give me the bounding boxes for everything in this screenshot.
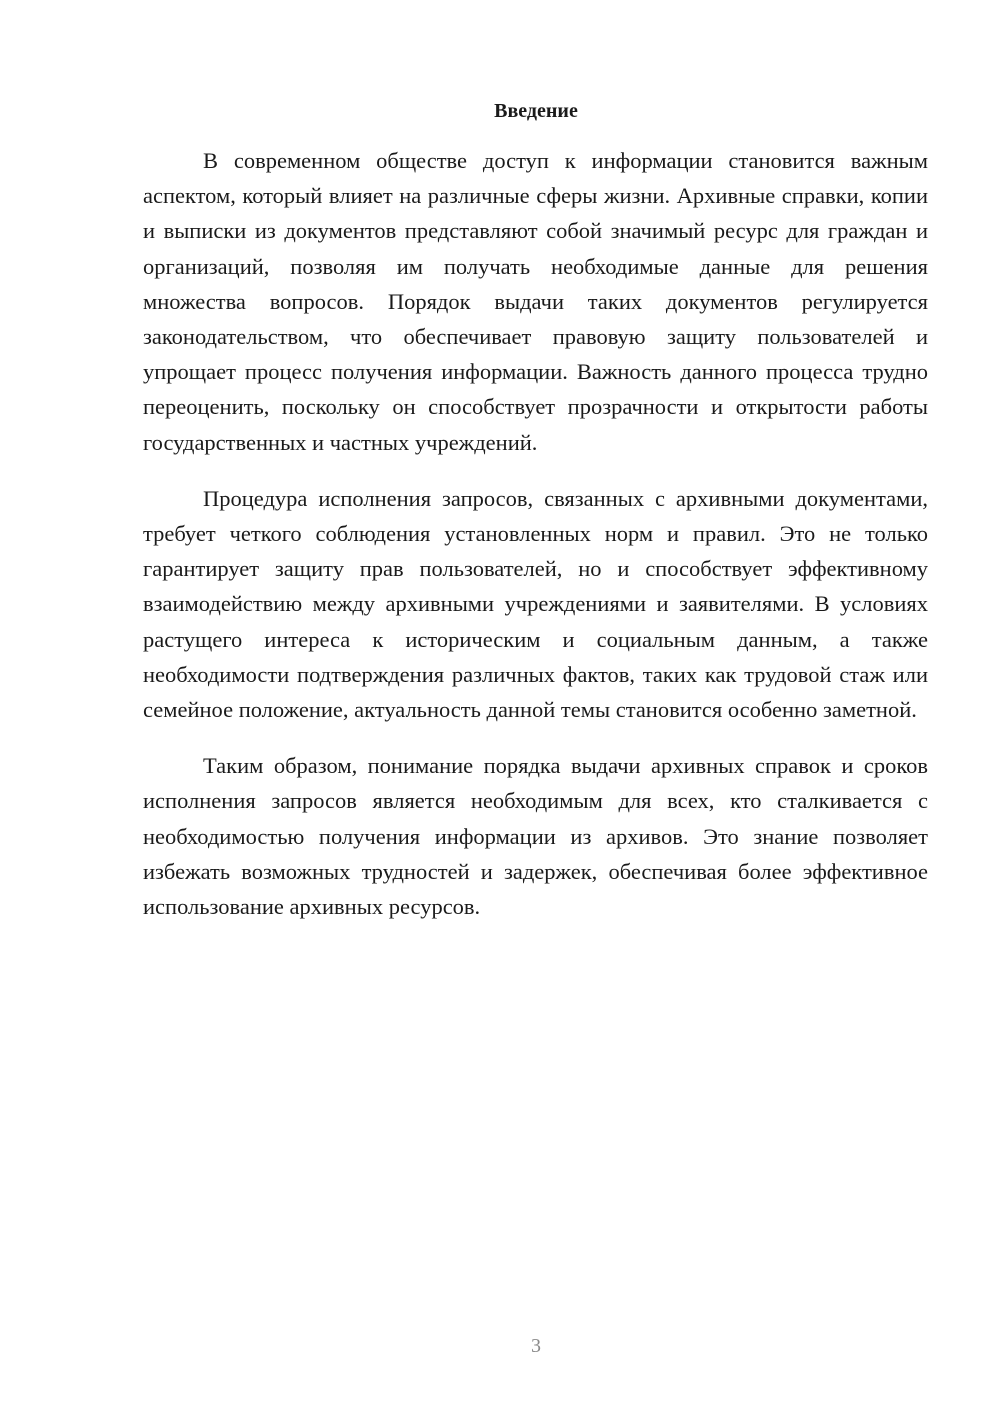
- paragraph-2: Процедура исполнения запросов, связанных с архивными документами, требует четкого соблюдения установленных норм и правил. Это не только гарантирует защиту прав пользователей, но и способствует эффективному взаимодействию между архивными учреждениями и заявителями. В условиях растущего интереса к историческим и социальным данным, а также необходимости подтверждения различных фактов, таких как трудовой стаж или семейное положение, актуальность данной темы становится особенно заметной.: [143, 485, 928, 723]
- section-heading: Введение: [494, 100, 578, 122]
- paragraph-1: В современном обществе доступ к информации становится важным аспектом, который влияет на различные сферы жизни. Архивные справки, копии и выписки из документов представляют собой значимый ресурс для граждан и организаций, позволяя им получать необходимые данные для решения множества вопросов. Порядок выдачи таких документов регулируется законодательством, что обеспечивает правовую защиту пользователей и упрощает процесс получения информации. Важность данного процесса трудно переоценить, поскольку он способствует прозрачности и открытости работы государственных и частных учреждений.: [143, 148, 928, 455]
- body-text: [143, 143, 928, 945]
- paragraph-3: Таким образом, понимание порядка выдачи архивных справок и сроков исполнения запросов является необходимым для всех, кто сталкивается с необходимостью получения информации из архивов. Это знание позволяет избежать возможных трудностей и задержек, обеспечивая более эффективное использование архивных ресурсов.: [143, 753, 928, 920]
- page-number: 3: [531, 1335, 541, 1357]
